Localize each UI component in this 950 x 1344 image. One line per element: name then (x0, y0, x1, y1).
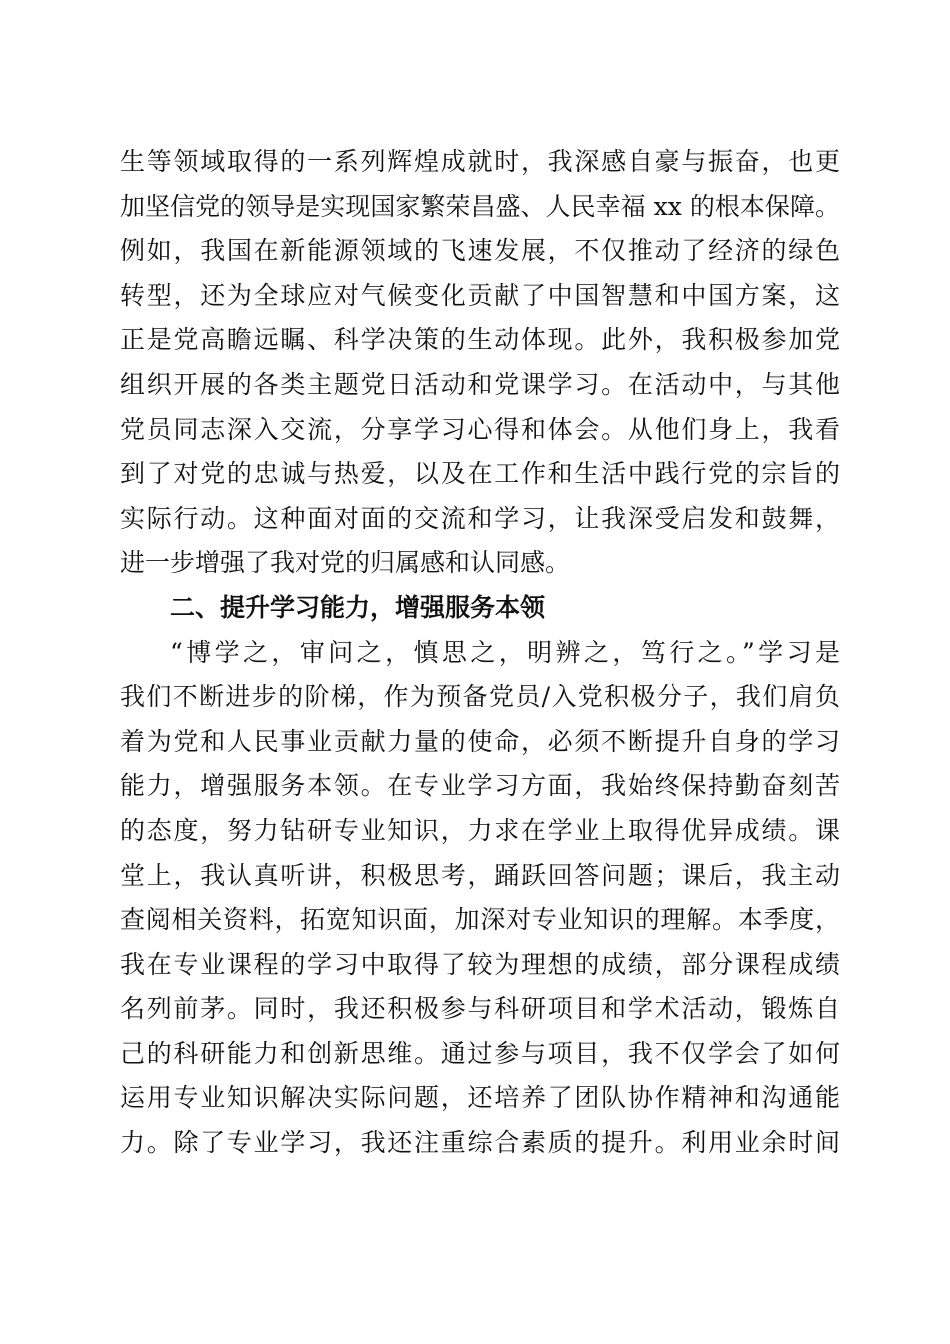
paragraph-line: 的态度，努力钻研专业知识，力求在学业上取得优异成绩。课 (120, 815, 840, 845)
paragraph-line: 实际行动。这种面对面的交流和学习，让我深受启发和鼓舞， (120, 503, 840, 533)
paragraph-line: 加坚信党的领导是实现国家繁荣昌盛、人民幸福 xx 的根本保障。 (120, 191, 840, 221)
paragraph-party-reflection (120, 140, 840, 586)
paragraph-line: 力。除了专业学习，我还注重综合素质的提升。利用业余时间 (120, 1128, 840, 1158)
paragraph-line: 着为党和人民事业贡献力量的使命，必须不断提升自身的学习 (120, 726, 840, 756)
section-heading: 二、提升学习能力，增强服务本领 (170, 592, 546, 622)
paragraph-line: 例如，我国在新能源领域的飞速发展，不仅推动了经济的绿色 (120, 236, 840, 266)
paragraph-line: 名列前茅。同时，我还积极参与科研项目和学术活动，锻炼自 (120, 994, 840, 1024)
paragraph-study-ability (120, 631, 840, 1166)
paragraph-line: 查阅相关资料，拓宽知识面，加深对专业知识的理解。本季度， (120, 905, 840, 935)
paragraph-line: 生等领域取得的一系列辉煌成就时，我深感自豪与振奋，也更 (120, 147, 840, 176)
paragraph-line: 运用专业知识解决实际问题，还培养了团队协作精神和沟通能 (120, 1083, 840, 1113)
paragraph-line: 能力，增强服务本领。在专业学习方面，我始终保持勤奋刻苦 (120, 771, 840, 801)
paragraph-line: 己的科研能力和创新思维。通过参与项目，我不仅学会了如何 (120, 1038, 840, 1068)
paragraph-line: 我在专业课程的学习中取得了较为理想的成绩，部分课程成绩 (120, 949, 840, 979)
paragraph-line: 党员同志深入交流，分享学习心得和体会。从他们身上，我看 (120, 414, 840, 444)
paragraph-line: 组织开展的各类主题党日活动和党课学习。在活动中，与其他 (120, 369, 840, 399)
document-body (120, 140, 840, 1166)
paragraph-line: 我们不断进步的阶梯，作为预备党员/入党积极分子，我们肩负 (120, 682, 840, 712)
paragraph-last-line: 进一步增强了我对党的归属感和认同感。 (120, 548, 571, 578)
paragraph-line: 堂上，我认真听讲，积极思考，踊跃回答问题；课后，我主动 (120, 860, 840, 890)
paragraph-first-line: “博学之，审问之，慎思之，明辨之，笃行之。”学习是 (170, 637, 840, 667)
paragraph-line: 转型，还为全球应对气候变化贡献了中国智慧和中国方案，这 (120, 280, 840, 310)
paragraph-line: 到了对党的忠诚与热爱，以及在工作和生活中践行党的宗旨的 (120, 459, 840, 489)
paragraph-line: 正是党高瞻远瞩、科学决策的生动体现。此外，我积极参加党 (120, 325, 840, 355)
